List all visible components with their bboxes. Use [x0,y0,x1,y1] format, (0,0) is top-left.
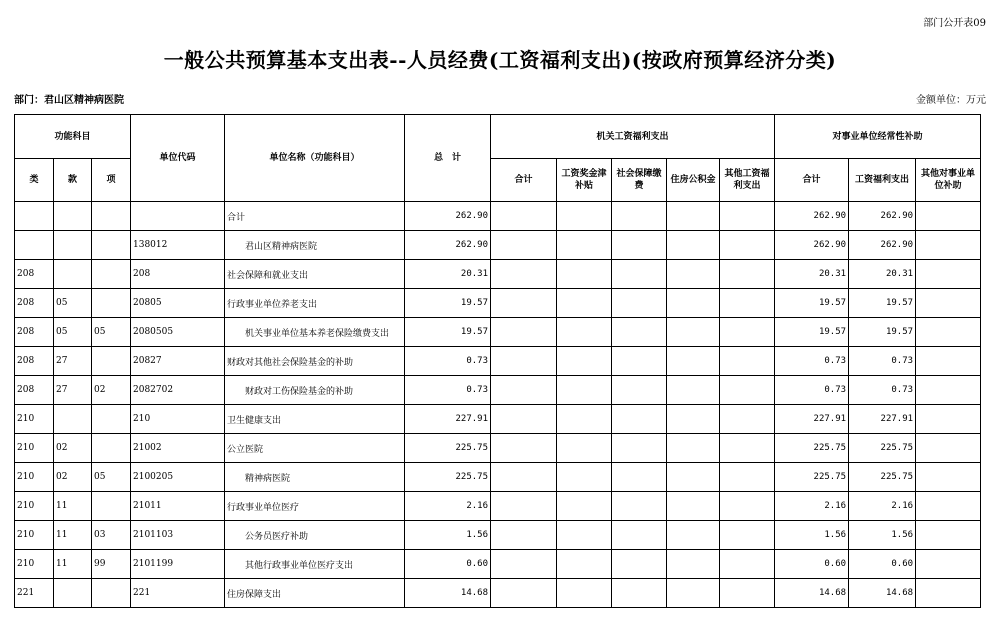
cell-org-total [491,260,557,289]
cell-inst-welfare: 227.91 [849,405,916,434]
inst-col-header: 合计 [775,159,849,202]
cell-org-salary [557,550,612,579]
cell-xiang: 02 [92,376,131,405]
cell-unit-code: 21011 [131,492,225,521]
department-label: 部门：君山区精神病医院 [14,95,124,106]
cell-org-other [720,463,775,492]
budget-table [14,114,981,608]
cell-total: 20.31 [405,260,491,289]
unit-name-header: 单位名称（功能科目） [225,115,405,202]
cell-lei [15,202,54,231]
cell-org-housing-fund [667,202,720,231]
cell-inst-other [916,260,981,289]
cell-inst-total: 262.90 [775,231,849,260]
cell-org-housing-fund [667,231,720,260]
func-subject-header: 功能科目 [15,115,131,159]
cell-org-housing-fund [667,405,720,434]
cell-lei: 208 [15,376,54,405]
cell-lei: 208 [15,318,54,347]
cell-org-salary [557,202,612,231]
cell-inst-total: 262.90 [775,202,849,231]
cell-total: 227.91 [405,405,491,434]
table-row [15,492,981,521]
cell-total: 19.57 [405,318,491,347]
table-row [15,318,981,347]
cell-total: 225.75 [405,463,491,492]
cell-lei: 208 [15,347,54,376]
table-row [15,434,981,463]
cell-org-total [491,492,557,521]
cell-kuan: 05 [54,289,92,318]
cell-inst-welfare: 225.75 [849,463,916,492]
cell-org-other [720,550,775,579]
cell-inst-other [916,405,981,434]
cell-org-other [720,405,775,434]
cell-total: 2.16 [405,492,491,521]
cell-total: 1.56 [405,521,491,550]
cell-inst-total: 0.73 [775,347,849,376]
cell-unit-code: 2082702 [131,376,225,405]
cell-org-social-security [612,405,667,434]
cell-kuan: 27 [54,376,92,405]
org-col-header: 其他工资福利支出 [720,159,775,202]
cell-total: 0.73 [405,347,491,376]
cell-kuan [54,231,92,260]
cell-inst-total: 2.16 [775,492,849,521]
cell-org-other [720,289,775,318]
cell-unit-name: 精神病医院 [225,463,405,492]
cell-org-social-security [612,521,667,550]
cell-inst-other [916,231,981,260]
cell-lei [15,231,54,260]
cell-inst-total: 19.57 [775,289,849,318]
cell-org-other [720,492,775,521]
cell-inst-welfare: 225.75 [849,434,916,463]
table-row [15,463,981,492]
cell-inst-welfare: 0.73 [849,376,916,405]
cell-xiang: 05 [92,318,131,347]
kuan-header: 款 [54,159,92,202]
cell-org-total [491,202,557,231]
cell-xiang [92,231,131,260]
cell-org-housing-fund [667,521,720,550]
cell-lei: 210 [15,434,54,463]
cell-org-social-security [612,289,667,318]
cell-unit-name: 公务员医疗补助 [225,521,405,550]
cell-unit-name: 君山区精神病医院 [225,231,405,260]
cell-org-salary [557,289,612,318]
page-title: 一般公共预算基本支出表--人员经费(工资福利支出)(按政府预算经济分类) [163,48,837,72]
cell-org-housing-fund [667,579,720,608]
table-row [15,231,981,260]
cell-org-salary [557,376,612,405]
cell-org-salary [557,405,612,434]
cell-org-salary [557,434,612,463]
cell-total: 262.90 [405,231,491,260]
cell-org-salary [557,492,612,521]
cell-unit-code: 21002 [131,434,225,463]
inst-subsidy-group-header: 对事业单位经常性补助 [775,115,981,159]
cell-org-total [491,347,557,376]
cell-org-social-security [612,579,667,608]
table-row [15,347,981,376]
cell-inst-total: 227.91 [775,405,849,434]
cell-unit-code: 210 [131,405,225,434]
cell-org-social-security [612,463,667,492]
lei-header: 类 [15,159,54,202]
cell-kuan: 11 [54,492,92,521]
cell-lei: 210 [15,463,54,492]
cell-total: 225.75 [405,434,491,463]
cell-org-housing-fund [667,492,720,521]
cell-unit-code [131,202,225,231]
cell-lei: 221 [15,579,54,608]
cell-inst-other [916,521,981,550]
cell-inst-other [916,202,981,231]
cell-unit-name: 财政对工伤保险基金的补助 [225,376,405,405]
total-header: 总 计 [405,115,491,202]
cell-inst-other [916,492,981,521]
cell-xiang [92,202,131,231]
inst-col-header: 其他对事业单位补助 [916,159,981,202]
cell-inst-welfare: 1.56 [849,521,916,550]
cell-org-social-security [612,550,667,579]
cell-org-other [720,260,775,289]
cell-xiang [92,405,131,434]
cell-total: 0.73 [405,376,491,405]
cell-org-other [720,376,775,405]
cell-inst-other [916,463,981,492]
cell-org-other [720,521,775,550]
cell-org-salary [557,318,612,347]
cell-kuan: 02 [54,434,92,463]
cell-org-total [491,434,557,463]
cell-inst-welfare: 19.57 [849,318,916,347]
table-row [15,376,981,405]
cell-org-other [720,579,775,608]
cell-inst-other [916,550,981,579]
cell-org-social-security [612,347,667,376]
cell-org-social-security [612,202,667,231]
table-row [15,405,981,434]
cell-unit-name: 合计 [225,202,405,231]
cell-org-total [491,405,557,434]
table-row [15,260,981,289]
cell-xiang: 03 [92,521,131,550]
cell-inst-welfare: 0.73 [849,347,916,376]
table-number-note: 部门公开表09 [923,18,986,29]
cell-inst-total: 0.73 [775,376,849,405]
org-col-header: 住房公积金 [667,159,720,202]
cell-inst-welfare: 262.90 [849,202,916,231]
cell-kuan: 05 [54,318,92,347]
cell-unit-name: 公立医院 [225,434,405,463]
cell-org-salary [557,231,612,260]
cell-inst-total: 0.60 [775,550,849,579]
cell-unit-code: 208 [131,260,225,289]
cell-inst-other [916,318,981,347]
cell-org-total [491,463,557,492]
cell-org-housing-fund [667,347,720,376]
cell-org-total [491,289,557,318]
cell-org-salary [557,579,612,608]
cell-xiang [92,492,131,521]
cell-org-housing-fund [667,463,720,492]
cell-unit-name: 其他行政事业单位医疗支出 [225,550,405,579]
cell-org-social-security [612,492,667,521]
cell-kuan [54,202,92,231]
xiang-header: 项 [92,159,131,202]
cell-org-total [491,579,557,608]
cell-unit-name: 财政对其他社会保险基金的补助 [225,347,405,376]
cell-total: 0.60 [405,550,491,579]
cell-org-housing-fund [667,376,720,405]
cell-org-social-security [612,231,667,260]
table-row [15,289,981,318]
cell-org-salary [557,260,612,289]
cell-unit-code: 2101103 [131,521,225,550]
cell-inst-total: 14.68 [775,579,849,608]
cell-unit-code: 20827 [131,347,225,376]
cell-unit-code: 20805 [131,289,225,318]
cell-unit-code: 221 [131,579,225,608]
cell-inst-welfare: 20.31 [849,260,916,289]
cell-inst-welfare: 0.60 [849,550,916,579]
cell-org-social-security [612,434,667,463]
cell-xiang [92,347,131,376]
cell-unit-name: 行政事业单位医疗 [225,492,405,521]
cell-xiang [92,434,131,463]
cell-xiang: 05 [92,463,131,492]
cell-xiang [92,289,131,318]
cell-unit-code: 138012 [131,231,225,260]
cell-org-other [720,202,775,231]
org-col-header: 合计 [491,159,557,202]
cell-xiang [92,579,131,608]
cell-inst-other [916,434,981,463]
cell-lei: 208 [15,289,54,318]
cell-inst-other [916,289,981,318]
cell-total: 14.68 [405,579,491,608]
cell-org-social-security [612,318,667,347]
cell-org-other [720,231,775,260]
table-row [15,550,981,579]
cell-org-housing-fund [667,318,720,347]
cell-kuan: 11 [54,550,92,579]
cell-total: 262.90 [405,202,491,231]
cell-inst-total: 1.56 [775,521,849,550]
cell-org-housing-fund [667,550,720,579]
cell-inst-welfare: 262.90 [849,231,916,260]
cell-lei: 210 [15,405,54,434]
cell-unit-name: 行政事业单位养老支出 [225,289,405,318]
cell-inst-other [916,347,981,376]
cell-org-other [720,434,775,463]
cell-org-total [491,318,557,347]
org-welfare-group-header: 机关工资福利支出 [491,115,775,159]
cell-lei: 208 [15,260,54,289]
org-col-header: 工资奖金津补贴 [557,159,612,202]
cell-xiang: 99 [92,550,131,579]
unit-label: 金额单位：万元 [916,95,986,106]
cell-unit-name: 机关事业单位基本养老保险缴费支出 [225,318,405,347]
cell-unit-code: 2100205 [131,463,225,492]
cell-org-other [720,318,775,347]
cell-inst-welfare: 14.68 [849,579,916,608]
cell-kuan [54,260,92,289]
cell-org-total [491,376,557,405]
cell-org-housing-fund [667,434,720,463]
cell-org-social-security [612,260,667,289]
cell-kuan: 02 [54,463,92,492]
table-row [15,202,981,231]
cell-kuan: 27 [54,347,92,376]
cell-lei: 210 [15,550,54,579]
cell-org-housing-fund [667,289,720,318]
cell-org-salary [557,521,612,550]
cell-org-total [491,521,557,550]
table-row [15,521,981,550]
cell-inst-total: 225.75 [775,434,849,463]
cell-total: 19.57 [405,289,491,318]
cell-org-total [491,550,557,579]
cell-inst-other [916,376,981,405]
cell-org-social-security [612,376,667,405]
cell-inst-welfare: 19.57 [849,289,916,318]
cell-kuan: 11 [54,521,92,550]
cell-inst-total: 20.31 [775,260,849,289]
table-row [15,579,981,608]
cell-org-total [491,231,557,260]
cell-unit-code: 2101199 [131,550,225,579]
cell-lei: 210 [15,521,54,550]
cell-lei: 210 [15,492,54,521]
cell-kuan [54,579,92,608]
cell-unit-code: 2080505 [131,318,225,347]
cell-org-other [720,347,775,376]
cell-inst-other [916,579,981,608]
cell-org-salary [557,463,612,492]
cell-inst-total: 225.75 [775,463,849,492]
cell-unit-name: 住房保障支出 [225,579,405,608]
cell-org-housing-fund [667,260,720,289]
cell-inst-welfare: 2.16 [849,492,916,521]
cell-kuan [54,405,92,434]
unit-code-header: 单位代码 [131,115,225,202]
cell-inst-total: 19.57 [775,318,849,347]
cell-xiang [92,260,131,289]
cell-unit-name: 卫生健康支出 [225,405,405,434]
cell-org-salary [557,347,612,376]
cell-unit-name: 社会保障和就业支出 [225,260,405,289]
inst-col-header: 工资福利支出 [849,159,916,202]
org-col-header: 社会保障缴费 [612,159,667,202]
